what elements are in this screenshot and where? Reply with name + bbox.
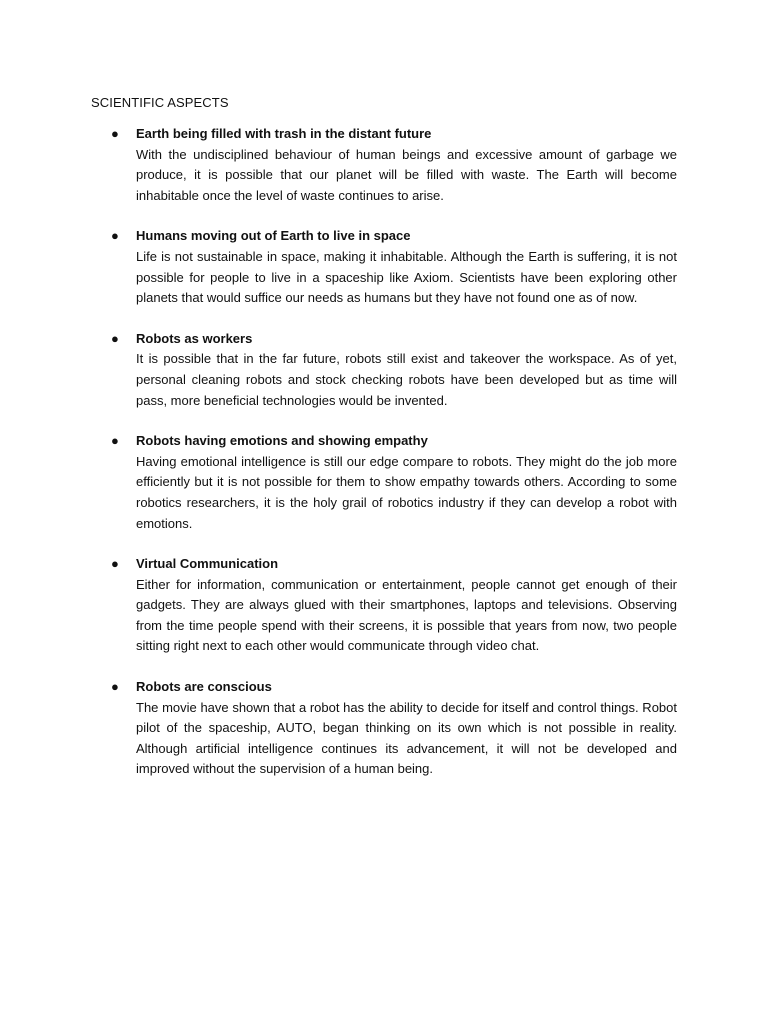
- list-item-heading: Virtual Communication: [136, 556, 279, 572]
- list-item: [0, 226, 768, 308]
- list-item-content: [136, 226, 677, 308]
- list-item-heading: Robots having emotions and showing empathy: [136, 433, 428, 449]
- list-item: [0, 124, 768, 206]
- bullet-icon: ●: [111, 228, 119, 244]
- list-item-body: Either for information, communication or entertainment, people cannot get enough of their gadgets. They are always glued with their smartphones, laptops and televisions. Observing from the time people spend with their screens, it is possible that years from now, two people sitting right next to each other would communicate through video chat.: [136, 576, 677, 654]
- bullet-icon: ●: [111, 556, 119, 572]
- list-item: [0, 554, 768, 657]
- list-item: [0, 329, 768, 411]
- list-item-body: With the undisciplined behaviour of human beings and excessive amount of garbage we produce, it is possible that our planet will be filled with waste. The Earth will become inhabitable once the level of waste continues to arise.: [136, 146, 677, 203]
- list-item-heading: Earth being filled with trash in the distant future: [136, 126, 432, 141]
- list-item: [0, 431, 768, 534]
- bullet-icon: ●: [111, 679, 119, 695]
- list-item-body: Having emotional intelligence is still our edge compare to robots. They might do the job more efficiently but it is not possible for them to show empathy towards others. According to some robotics researchers, it is the holy grail of robotics industry if they can develop a robot with emotions.: [136, 453, 677, 531]
- list-item-body: Life is not sustainable in space, making it inhabitable. Although the Earth is suffering, it is not possible for people to live in a spaceship like Axiom. Scientists have been exploring other planets that would suffice our needs as humans but they have not found one as of now.: [136, 248, 677, 306]
- list-item-body: It is possible that in the far future, robots still exist and takeover the workspace. As of yet, personal cleaning robots and stock checking robots have been developed but as time will pass, more beneficial technologies would be invented.: [136, 351, 677, 408]
- document-title: SCIENTIFIC ASPECTS: [91, 95, 229, 110]
- list-item-content: [136, 677, 677, 780]
- list-item-heading: Humans moving out of Earth to live in space: [136, 228, 411, 244]
- list-item-content: [136, 431, 677, 534]
- list-item-content: [136, 124, 677, 206]
- list-item: [0, 677, 768, 780]
- list-item-heading: Robots are conscious: [136, 679, 272, 695]
- bullet-icon: ●: [111, 126, 119, 141]
- list-item-body: The movie have shown that a robot has the ability to decide for itself and control things. Robot pilot of the spaceship, AUTO, began thinking on its own which is not possible in reality. Although artificial intelligence continues its advancement, it will not be developed and improved without the supervision of a human being.: [136, 699, 677, 777]
- aspects-list: [0, 124, 768, 800]
- list-item-content: [136, 554, 677, 657]
- list-item-content: [136, 329, 677, 411]
- bullet-icon: ●: [111, 330, 119, 346]
- list-item-heading: Robots as workers: [136, 330, 253, 346]
- bullet-icon: ●: [111, 433, 119, 449]
